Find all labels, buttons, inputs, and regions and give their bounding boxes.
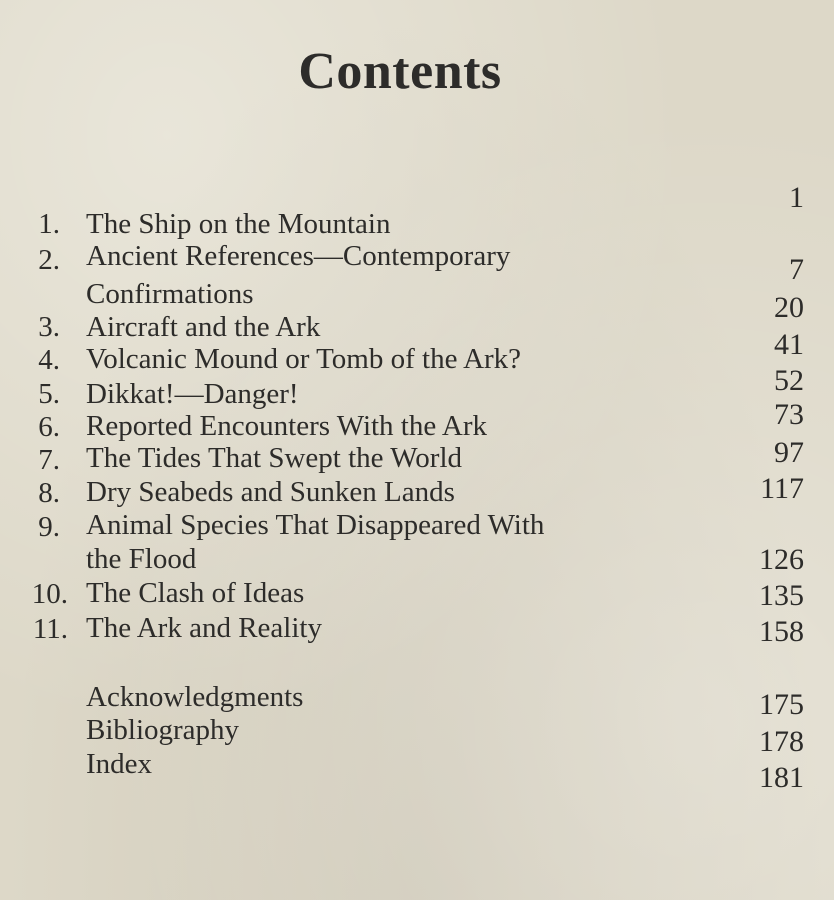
toc-page: 7 <box>789 253 804 286</box>
toc-title: The Tides That Swept the World <box>86 442 463 474</box>
back-matter-page: 178 <box>759 725 804 758</box>
back-matter-page: 175 <box>759 688 804 721</box>
toc-number: 10. <box>31 578 68 610</box>
toc-number: 5. <box>38 378 60 410</box>
toc-title: Dry Seabeds and Sunken Lands <box>86 476 455 508</box>
toc-title: Dikkat!—Danger! <box>86 378 299 410</box>
toc-page: 158 <box>759 615 804 648</box>
toc-title: Volcanic Mound or Tomb of the Ark? <box>86 343 522 375</box>
toc-title: Ancient References—Contemporary <box>86 240 511 272</box>
toc-page: 117 <box>760 472 804 505</box>
toc-page: 1 <box>789 181 804 214</box>
toc-number: 6. <box>38 411 60 443</box>
toc-number: 9. <box>38 511 60 543</box>
toc-page: 73 <box>774 398 804 431</box>
toc-page: 135 <box>759 579 804 612</box>
toc-title: Reported Encounters With the Ark <box>86 410 487 442</box>
toc-page: 97 <box>774 436 804 469</box>
back-matter-page: 181 <box>759 761 804 794</box>
toc-title: The Ship on the Mountain <box>86 208 391 240</box>
toc-page: 126 <box>759 543 804 576</box>
back-matter-title: Bibliography <box>86 714 240 746</box>
back-matter-title: Index <box>86 748 153 780</box>
toc-number: 11. <box>32 613 68 645</box>
toc-number: 7. <box>38 444 60 476</box>
toc-title: The Clash of Ideas <box>86 577 305 609</box>
toc-title: The Ark and Reality <box>86 612 322 644</box>
toc-page: 20 <box>774 291 804 324</box>
toc-title: Animal Species That Disappeared With <box>86 509 545 541</box>
toc-title: Aircraft and the Ark <box>86 311 321 343</box>
toc-page: 52 <box>774 364 804 397</box>
toc-title-continuation: the Flood <box>86 543 197 575</box>
page-title: Contents <box>298 43 502 100</box>
toc-number: 1. <box>38 208 60 240</box>
toc-page: 41 <box>774 328 804 361</box>
toc-number: 4. <box>38 344 60 376</box>
toc-number: 8. <box>38 477 60 509</box>
back-matter-title: Acknowledgments <box>86 681 304 713</box>
toc-title-continuation: Confirmations <box>86 278 254 310</box>
toc-number: 3. <box>38 311 60 343</box>
toc-number: 2. <box>38 244 60 276</box>
